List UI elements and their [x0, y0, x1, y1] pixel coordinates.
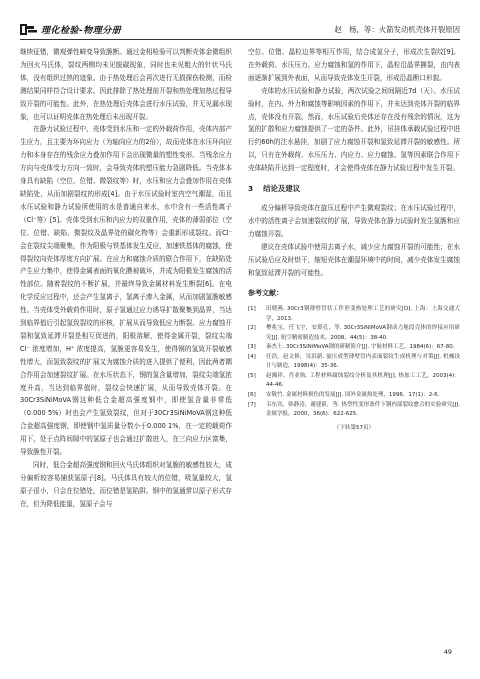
running-head: 赵 杨，等：火箭发动机壳体开裂原因	[334, 25, 460, 34]
paragraph: 继续征错，微观弹性畸变导致脆断。通过金相检验可以判断壳体金微组织为回火马氏体，裂纹两侧均未见脱碳现象，同时也未见粗大的针状马氏体，没有组织过热的迹象。由于热处理后会再次进行无损探伤检测，而检测结果同样符合设计要求。因此排除了热处理前开裂和热处理加热过程导致开裂的可能性。此外，在热处理后壳体会进行水压试验，并无见漏水现象，也可以证明壳体在热处理后未出现开裂。	[20, 48, 232, 121]
reference-number: [5]	[248, 373, 256, 380]
reference-text: 赵湘祥，肖亚航. 工程材料腐蚀裂纹分析及其机理[J]. 热加工工艺，2003(4)：44-46.	[266, 373, 460, 389]
reference-number: [6]	[248, 392, 256, 399]
continued-note: （下转第57页）	[334, 425, 374, 432]
reference-item	[248, 343, 460, 352]
section-number: 3	[248, 184, 254, 194]
paragraph: 壳体的水压试验和静力试验，两次试验之间间隔近7d（天）。水压试验时，在内、外力和腐蚀等影响因素的作用下，并未达到壳体开裂的临界点，壳体没有开裂。然而，水压试验后壳体还存在没有残余的情况，这为氢的扩散和应力腐蚀提供了一定的条件。此外，吊挂体承载试验过程中进行约60h的注水悬挂，加剧了应力腐蚀开裂和氢致延滞开裂的敏感性。所以，只有在外载荷、水压压力、内应力、应力腐蚀、氢等因素联合作用下壳体缺陷开达到一定程度时，才会使得壳体在静力试验过程中发生开裂。	[248, 86, 460, 173]
journal-logo-icon	[20, 23, 38, 36]
reference-text: 任浩，赵文修，吴洪新. 旋压成型薄壁管内表面裂纹生成机理与对策[J]. 机械设计与制造，1998(4)：35-36.	[266, 354, 460, 370]
reference-text: 樊兆宝，任飞宇，安璟孔，等. 30Cr3SiNiMoVA钢动力舱段壳体的焊接应用研究[J]. 航空精密制造技术，2008，44(5)：38-40.	[266, 325, 460, 341]
reference-text: 田晓燕. 30Cr3钢薄壁管状工件形变热处理工艺的研究[D]. 上海：上海交通大学，2013.	[266, 306, 460, 322]
reference-item	[248, 353, 460, 371]
paragraph: 在静力试验过程中，壳体受到水压和一定的外载荷作用，壳体内部产生应力，且主要为环向应力（为轴向应力的2倍），故而壳体在水压环向应力和本身存在的残余应力叠加作用下会出现微量的塑性变形。当残余应力方向与壳体受力方向一致时，会导致壳体的塑压能力急剧降低。当壳体本身具有缺陷（空位、位错、微裂纹等）时，水压和应力会叠加作用在壳体缺陷处，从而加剧裂纹的形成[4]。由于水压试验时室内空气潮湿，而且水压试验和静力试验所使用的水是普通自来水，水中含有一些活性离子（Cl⁻等）[5]。壳体受到水压和内应力的双重作用，壳体的薄弱部位（空位、位错、缺陷、微裂纹及晶界处的碳化物等）会重新形成裂纹。而Cl⁻会在裂纹尖端聚集，作为阳极与铁基体发生反应，加速铁基体的腐蚀，使得裂纹向壳体厚度方向扩展。在应力和腐蚀介质的联合作用下，在缺陷处产生应力集中，使得金属表面的氧化膜被破坏，并成为阳极发生腐蚀的活性部位。随着裂纹的不断扩展，并最终导致金属材料发生断裂[6]。在电化学反应过程中，还会产生氢离子，氢离子渗入金属，从而加剧氢脆敏感性。当壳体受外载荷作用时，原子氢通过应力诱导扩散聚集到晶界，当达到临界值后引起氢致裂纹的形核，扩展从而导致低应力断裂。应力腐蚀开裂和氢致延滞开裂是相互促进的，阳极溶解，使得金属开裂，裂纹尖端 Cl⁻ 浓度增加，H⁺ 浓度提高，氢脆更容易发生，使得钢的氢致开裂敏感性增大，而氢致裂纹的扩展又为腐蚀介质的进入提供了便利，因此两者耦合作用会加速裂纹扩展。在水压状态下，钢的氢含量增加，裂纹尖端氢浓度升高，当达到临界值时，裂纹会快速扩展，从而导致壳体开裂。在30Cr3SiNiMoVA钢这种低合金超高强度钢中，即使氢含量非常低（0.000 5%）时也会产生氢致裂纹，但对于30Cr3SiNiMoVA钢这种低合金超高强度钢，即使钢中氢质量分数小于0.000 1%，在一定的载荷作用下，处于点阵间隙中的氢原子也会通过扩散进入，在三向应力区富集，导致脆性开裂。	[20, 125, 232, 457]
reference-text: 安敬竹. 金属材料损伤的发展[J]. 国外金属热处理，1996，17(1)：2-6.	[266, 392, 440, 399]
reference-item	[248, 391, 460, 400]
right-column	[248, 46, 460, 435]
reference-text: 秦杰士. 30Cr3SiNiMoVA钢的研制简介[J]. 宇航材料工艺，1984(6)：67-80.	[266, 344, 455, 351]
reference-item	[248, 324, 460, 342]
reference-item	[248, 372, 460, 390]
journal-logo	[20, 22, 140, 36]
reference-number: [3]	[248, 344, 256, 351]
paragraph: 空位、位错、晶粒边界等相互作用，结合成氢分子，形成次生裂纹[9]。在外载荷、水压压力、应力腐蚀和氢的作用下，晶粒沿晶界撕裂，由内表面逐渐扩展到外表面，从而导致壳体发生开裂，形成沿晶断口形貌。	[248, 48, 460, 82]
references-title: 参考文献：	[248, 289, 283, 298]
journal-logo-text: 理化检验-物理分册	[41, 25, 122, 36]
reference-number: [7]	[248, 401, 256, 408]
reference-text: 韦东宾，韩静涛，谢建新，等. 热塑性变形条件下钢内部裂纹愈合的实验研究[J]. 金属学报，2000，36(6)：622-625.	[266, 401, 460, 418]
reference-number: [2]	[248, 325, 256, 332]
page-header	[20, 22, 460, 38]
paragraph: 同时，低合金超高强度钢和回火马氏体组织对氢脆的敏感性较大，成分偏析较容易捕获氢原子[8]。马氏体具有较大的位错，吸氢量较大，氢原子很小，只会在位错处，而位错是氢陷阱。钢中的氢通常以原子形式存在，但为降低能量，氢原子会与	[20, 461, 232, 508]
paragraph: 建议在壳体试验中使用去离子水，减少应力腐蚀开裂的可能性；在水压试验后应及时烘干，缩短壳体在潮湿环境中的时间，减少壳体发生腐蚀和氢致延滞开裂的可能性。	[248, 242, 460, 277]
header-rule	[20, 39, 460, 40]
reference-number: [4]	[248, 354, 256, 361]
page-number: 49	[443, 648, 452, 656]
reference-number: [1]	[248, 306, 256, 313]
section-heading	[248, 183, 460, 196]
left-column	[20, 46, 232, 511]
reference-item	[248, 305, 460, 323]
section-title: 结论及建议	[263, 184, 301, 194]
reference-item	[248, 401, 460, 419]
paragraph: 成分偏析导致壳体在旋压过程中产生微观裂纹；在水压试验过程中，水中的活性离子会加速裂纹的扩展，导致壳体在静力试验时发生氢脆和应力腐蚀开裂。	[248, 203, 460, 238]
references-list	[248, 305, 460, 419]
